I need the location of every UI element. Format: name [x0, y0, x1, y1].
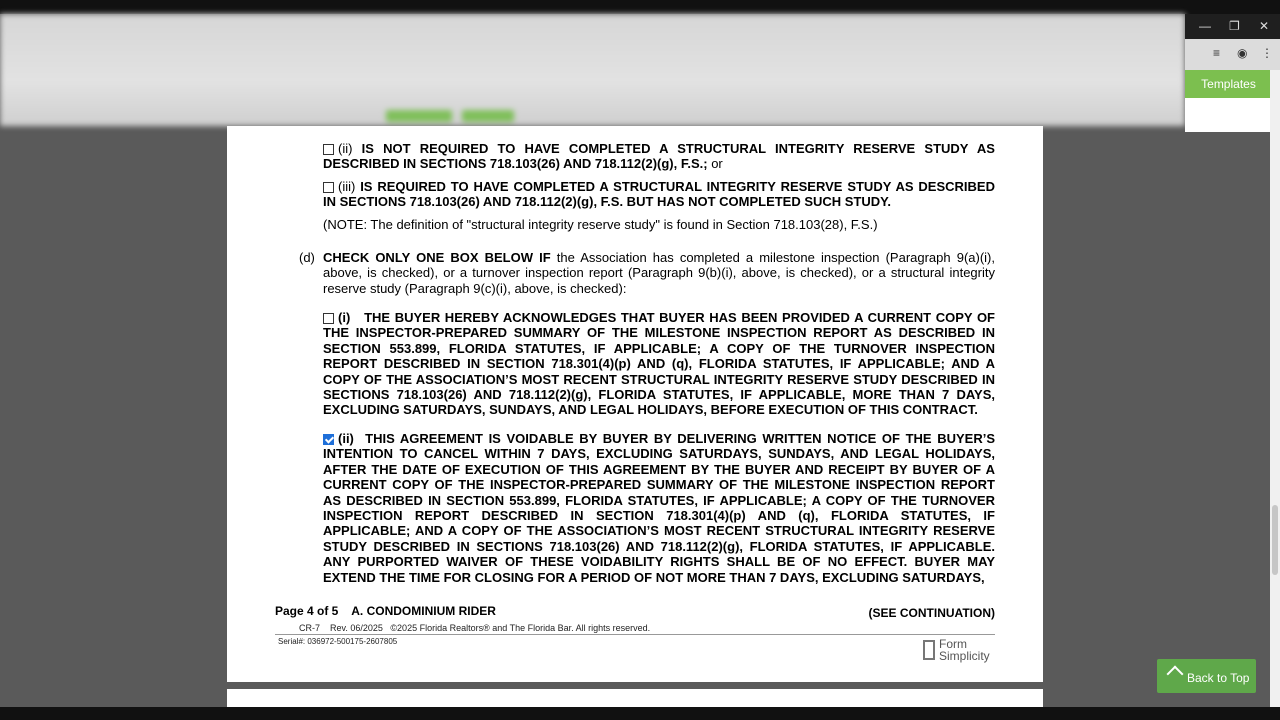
document-page [227, 126, 1043, 682]
footer-form-info [299, 623, 650, 633]
minimize-icon[interactable]: — [1199, 19, 1211, 33]
revision: Rev. 06/2025 [330, 623, 383, 633]
clause-label: (ii) [338, 141, 353, 156]
checkbox-c-iii[interactable] [323, 182, 334, 193]
form-simplicity-logo [923, 638, 995, 666]
playlist-icon[interactable]: ≡ [1213, 46, 1221, 60]
form-code: CR-7 [299, 623, 321, 633]
restore-icon[interactable]: ❐ [1229, 19, 1240, 33]
checkbox-d-i[interactable] [323, 313, 334, 324]
clause-tail: or [707, 156, 723, 172]
window-controls [1185, 14, 1280, 39]
clause-d-ii [323, 431, 995, 585]
checkbox-c-ii[interactable] [323, 144, 334, 155]
serial-number: Serial#: 036972-500175-2607805 [278, 637, 398, 646]
close-icon[interactable]: ✕ [1259, 19, 1270, 33]
back-to-top-label: Back to Top [1187, 671, 1250, 685]
scrollbar-track[interactable] [1270, 70, 1280, 710]
clause-text: IS NOT REQUIRED TO HAVE COMPLETED A STRUCTURAL INTEGRITY RESERVE STUDY AS DESCRIBED IN SECTIONS 718.103(26) AND 718.112(2)(g), F.S.; [323, 141, 995, 172]
note-text: (NOTE: The definition of "structural integrity reserve study" is found in Section 718.103(28), F.S.) [323, 217, 878, 232]
chevron-up-icon [1167, 666, 1184, 683]
blurred-toolbar-button[interactable] [462, 110, 514, 122]
clause-d-heading: CHECK ONLY ONE BOX BELOW IF [323, 250, 551, 265]
checkbox-d-ii-checked[interactable] [323, 434, 334, 445]
clause-d [323, 250, 995, 296]
clause-label: (ii) [338, 431, 354, 446]
logo-text: Simplicity [939, 649, 990, 663]
footer-divider [275, 634, 995, 635]
next-document-page [227, 689, 1043, 707]
clause-c-iii [323, 179, 995, 210]
clause-d-i [323, 310, 995, 418]
clause-text: THE BUYER HEREBY ACKNOWLEDGES THAT BUYER HAS BEEN PROVIDED A CURRENT COPY OF THE INSPECTOR-PREPARED SUMMARY OF THE MILESTONE INSPECTION REPORT AS DESCRIBED IN SECTION 553.899, FLORIDA STATUTES, IF APPLICABLE; A COPY OF THE TURNOVER INSPECTION REPORT DESCRIBED IN SECTION 718.301(4)(p) AND (q), FLORIDA STATUTES, IF APPLICABLE; AND A COPY OF THE ASSOCIATION’S MOST RECENT STRUCTURAL INTEGRITY RESERVE STUDY DESCRIBED IN SECTIONS 718.103(26) AND 718.112(2)(g), FLORIDA STATUTES, IF APPLICABLE, MORE THAN 7 DAYS, EXCLUDING SATURDAYS, SUNDAYS, AND LEGAL HOLIDAYS, BEFORE EXECUTION OF THIS CONTRACT. [323, 310, 995, 418]
templates-button[interactable]: Templates [1185, 70, 1272, 98]
blurred-toolbar-button[interactable] [386, 110, 452, 122]
clause-text: THIS AGREEMENT IS VOIDABLE BY BUYER BY DELIVERING WRITTEN NOTICE OF THE BUYER’S INTENTION TO CANCEL WITHIN 7 DAYS, EXCLUDING SATURDAYS, SUNDAYS, AND LEGAL HOLIDAYS, AFTER THE DATE OF EXECUTION OF THIS AGREEMENT BY THE BUYER AND RECEIPT BY BUYER OF A CURRENT COPY OF THE INSPECTOR-PREPARED SUMMARY OF THE MILESTONE INSPECTION REPORT AS DESCRIBED IN SECTION 553.899, FLORIDA STATUTES, IF APPLICABLE; A COPY OF THE TURNOVER INSPECTION REPORT DESCRIBED IN SECTION 718.301(4)(p) AND (q), FLORIDA STATUTES, IF APPLICABLE; AND A COPY OF THE ASSOCIATION’S MOST RECENT STRUCTURAL INTEGRITY RESERVE STUDY DESCRIBED IN SECTIONS 718.103(26) AND 718.112(2)(g), FLORIDA STATUTES, IF APPLICABLE. ANY PURPORTED WAIVER OF THESE VOIDABILITY RIGHTS SHALL BE OF NO EFFECT. BUYER MAY EXTEND THE TIME FOR CLOSING FOR A PERIOD OF NOT MORE THAN 7 DAYS, EXCLUDING SATURDAYS, [323, 431, 995, 585]
rider-title: A. CONDOMINIUM RIDER [351, 604, 496, 618]
clause-text: IS REQUIRED TO HAVE COMPLETED A STRUCTURAL INTEGRITY RESERVE STUDY AS DESCRIBED IN SECTIONS 718.103(26) AND 718.112(2)(g), F.S. BUT HAS NOT COMPLETED SUCH STUDY. [323, 179, 995, 210]
document-icon [923, 640, 935, 660]
side-panel [1185, 98, 1272, 132]
clause-d-label: (d) [299, 250, 315, 265]
browser-toolbar [1185, 39, 1280, 70]
clause-d-text: the Association has completed a milestone inspection (Paragraph 9(a)(i), above, is checked), or a turnover inspection report (Paragraph 9(b)(i), above, is checked), or a structural integrity reserve study (Paragraph 9(c)(i), above, is checked): [323, 250, 995, 296]
scrollbar-thumb[interactable] [1272, 505, 1278, 575]
clause-label: (iii) [338, 179, 356, 194]
extension-icon[interactable]: ◉ [1237, 46, 1248, 60]
logo-text: Form [939, 637, 967, 651]
back-to-top-button[interactable] [1157, 659, 1256, 693]
bottom-dark-bar [0, 707, 1280, 720]
clause-label: (i) [338, 310, 351, 325]
page-number: Page 4 of 5 [275, 604, 339, 618]
more-menu-icon[interactable]: ⋮ [1261, 46, 1273, 60]
footer-page-info [275, 604, 496, 618]
clause-c-ii [323, 141, 995, 172]
top-dark-bar [0, 0, 1280, 14]
see-continuation: (SEE CONTINUATION) [868, 606, 995, 620]
blurred-toolbar [0, 14, 1185, 126]
copyright: ©2025 Florida Realtors® and The Florida Bar. All rights reserved. [390, 623, 651, 633]
